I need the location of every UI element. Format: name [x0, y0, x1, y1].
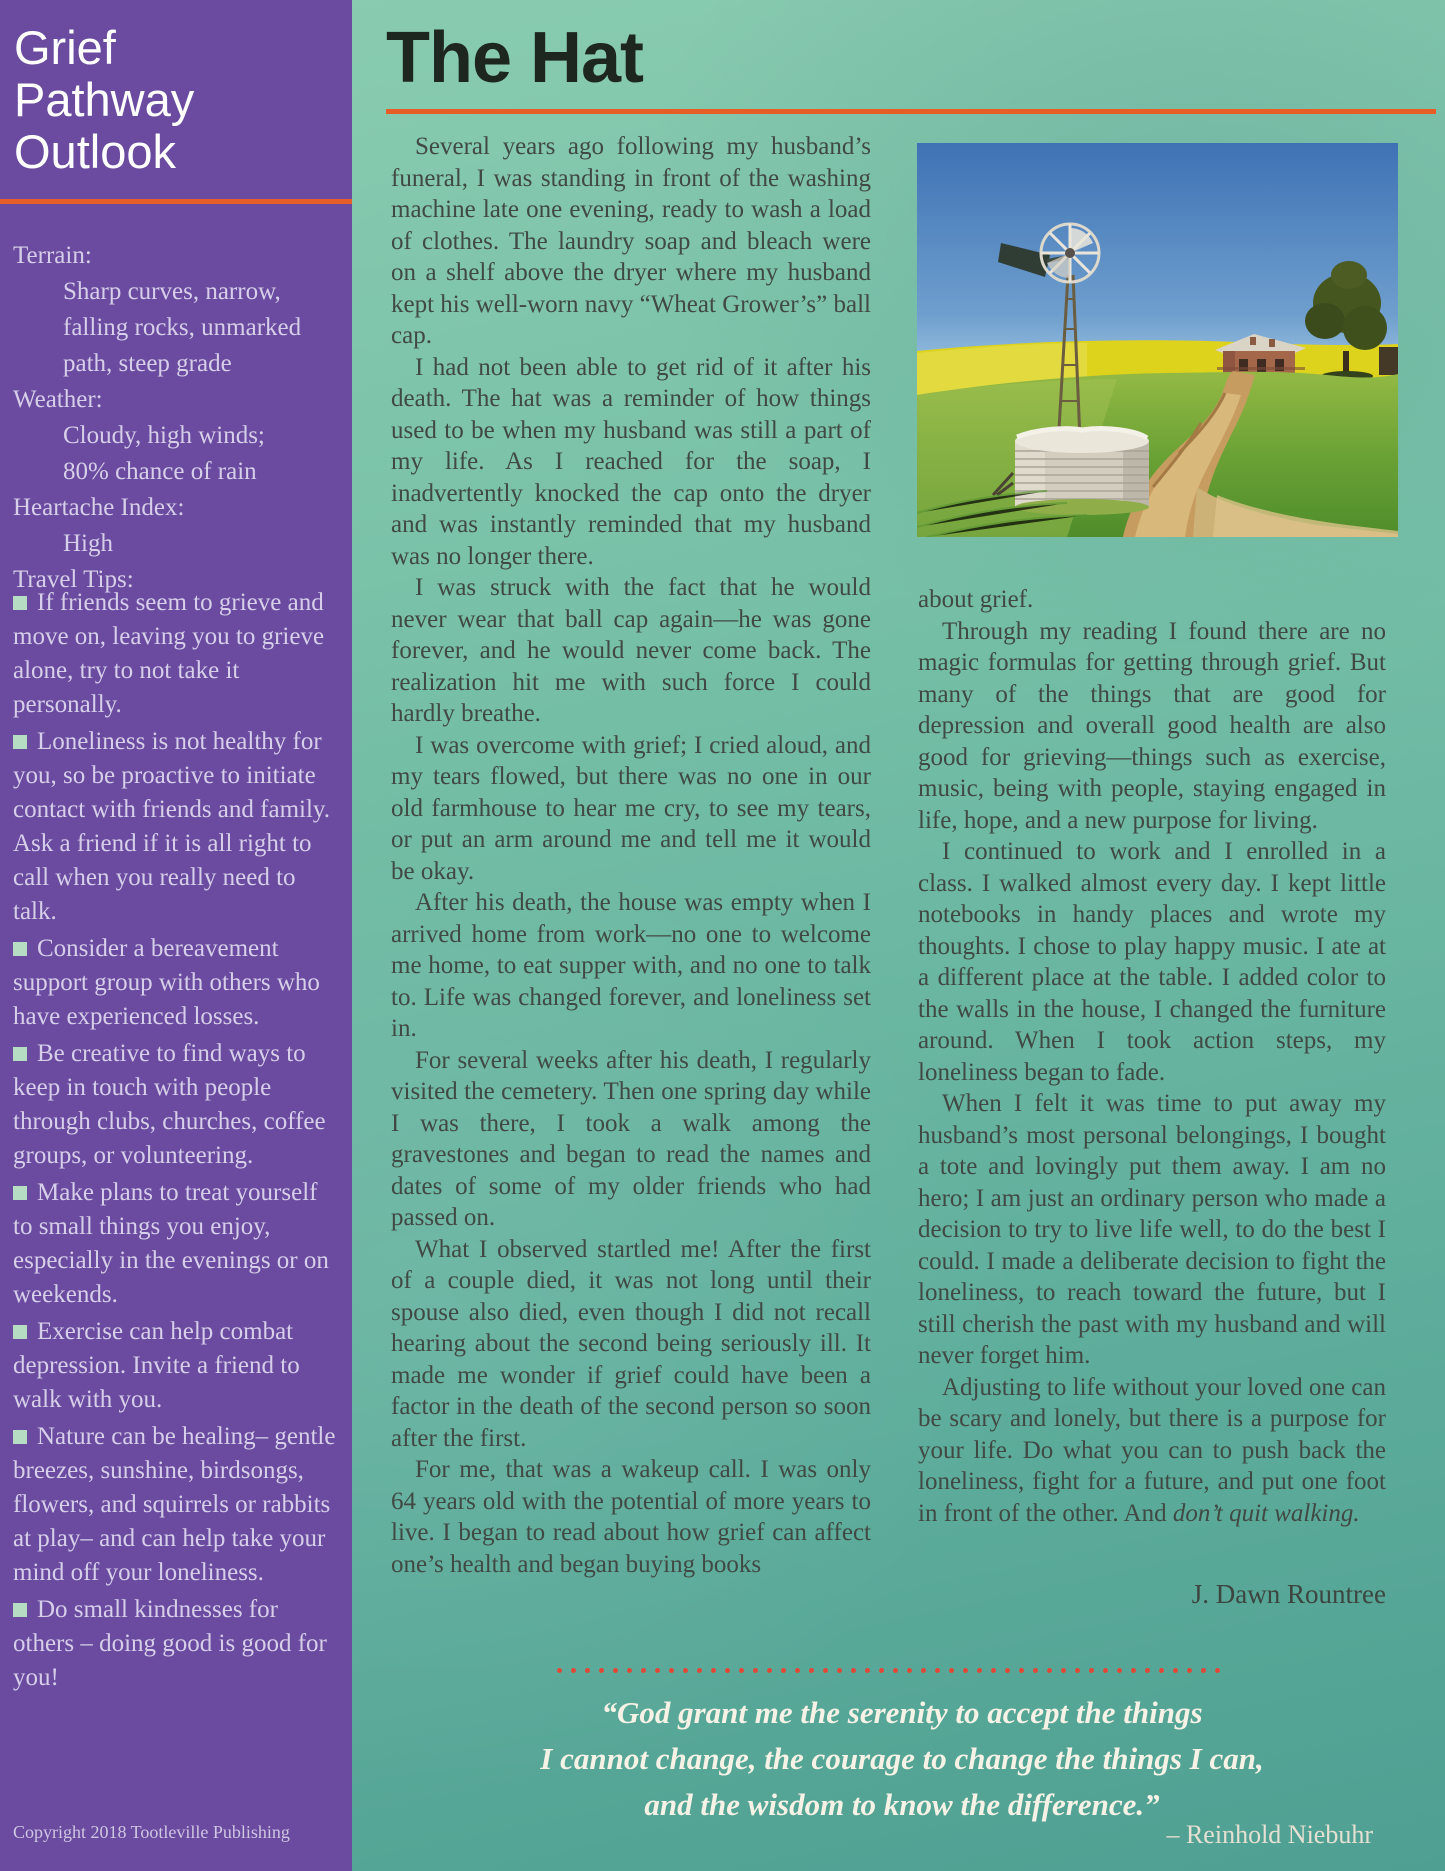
dot [1173, 1668, 1178, 1673]
dot [571, 1668, 576, 1673]
condition-label: Heartache Index: [13, 494, 185, 521]
quote-line: and the wisdom to know the difference.” [644, 1787, 1160, 1822]
dot [697, 1668, 702, 1673]
dot [585, 1668, 590, 1673]
dot [767, 1668, 772, 1673]
travel-tip: Exercise can help combat depression. Invite a friend to walk with you. [13, 1318, 300, 1413]
dot [893, 1668, 898, 1673]
paragraph: I had not been able to get rid of it after his death. The hat was a reminder of how things used to be when my husband was still a part of my life. As I reached for the soap, I inadvertently knocked the cap onto the dryer and was instantly reminded that my husband was no longer there. [391, 353, 871, 570]
dot [977, 1668, 982, 1673]
condition-label: Travel Tips: [13, 566, 134, 593]
dot [921, 1668, 926, 1673]
condition-value: Cloudy, high winds; [63, 422, 265, 449]
dot [655, 1668, 660, 1673]
sidebar-title-line: Grief [14, 21, 116, 74]
dot [613, 1668, 618, 1673]
condition-value: falling rocks, unmarked [63, 314, 302, 341]
quote-line: I cannot change, the courage to change the things I can, [540, 1741, 1264, 1776]
quote-attribution: – Reinhold Niebuhr [1166, 1820, 1373, 1849]
dot [711, 1668, 716, 1673]
dot [781, 1668, 786, 1673]
quote-line: “God grant me the serenity to accept the things [601, 1695, 1203, 1730]
dot [963, 1668, 968, 1673]
dot [851, 1668, 856, 1673]
dot [1047, 1668, 1052, 1673]
condition-value: path, steep grade [63, 350, 232, 377]
dot [1187, 1668, 1192, 1673]
serenity-prayer-quote [412, 1690, 1392, 1828]
paragraph: For several weeks after his death, I regularly visited the cemetery. Then one spring day while I was there, I took a walk among the gravestones and began to read the names and dates of some of my older friends who had passed on. [391, 1046, 871, 1231]
farm-windmill-photo [917, 143, 1398, 537]
bullet-square-icon [13, 1603, 27, 1617]
paragraph: What I observed startled me! After the first of a couple died, it was not long until their spouse also died, even though I did not recall hearing about the second being seriously ill. It made me wonder if grief could have been a factor in the death of the second person so soon after the first. [391, 1235, 871, 1452]
dot [1159, 1668, 1164, 1673]
dot [823, 1668, 828, 1673]
bullet-square-icon [13, 1047, 27, 1061]
dot [935, 1668, 940, 1673]
bullet-square-icon [13, 596, 27, 610]
dot [557, 1668, 562, 1673]
condition-label: Weather: [13, 386, 103, 413]
dot [641, 1668, 646, 1673]
dot [1033, 1668, 1038, 1673]
title-divider [386, 109, 1436, 114]
dot [1005, 1668, 1010, 1673]
dot [669, 1668, 674, 1673]
travel-tip: Loneliness is not healthy for you, so be proactive to initiate contact with friends and family. Ask a friend if it is all right to call when you really need to talk. [13, 728, 331, 925]
paragraph: Through my reading I found there are no magic formulas for getting through grief. But many of the things that are good for depression and overall good health are also good for grieving—things such as exercise, music, being with people, staying engaged in life, hope, and a new purpose for living. [918, 617, 1386, 834]
bullet-square-icon [13, 1325, 27, 1339]
sidebar-divider [0, 199, 352, 204]
travel-tip: Do small kindnesses for others – doing good is good for you! [13, 1596, 327, 1691]
dot [599, 1668, 604, 1673]
article-left-column [391, 131, 871, 1580]
paragraph: I was overcome with grief; I cried aloud, and my tears flowed, but there was no one in our old farmhouse to hear me cry, to see my tears, or put an arm around me and tell me it would be okay. [391, 731, 871, 885]
condition-label: Terrain: [13, 242, 92, 269]
sidebar-conditions [13, 238, 343, 598]
condition-value: High [63, 530, 113, 557]
paragraph: I continued to work and I enrolled in a class. I walked almost every day. I kept little notebooks in handy places and wrote my thoughts. I chose to play happy music. I ate at a different place at the table. I added color to the walls in the house, I changed the furniture around. When I took action steps, my loneliness began to fade. [918, 838, 1386, 1086]
dotted-separator [557, 1668, 1237, 1673]
paragraph: Several years ago following my husband’s funeral, I was standing in front of the washing machine late one evening, ready to wash a load of clothes. The laundry soap and bleach were on a shelf above the dryer where my husband kept his well-worn navy “Wheat Grower’s” ball cap. [391, 133, 871, 349]
dot [1061, 1668, 1066, 1673]
dot [627, 1668, 632, 1673]
sidebar-title [14, 22, 194, 178]
copyright-notice: Copyright 2018 Tootleville Publishing [13, 1822, 290, 1842]
dot [1089, 1668, 1094, 1673]
sidebar-travel-tips [13, 586, 341, 1698]
dot [837, 1668, 842, 1673]
dot [949, 1668, 954, 1673]
water-tank [993, 429, 1149, 515]
travel-tip: Nature can be healing– gentle breezes, sunshine, birdsongs, flowers, and squirrels or rabbits at play– and can help take your mind off your loneliness. [13, 1423, 336, 1586]
condition-value: 80% chance of rain [63, 458, 257, 485]
article-title: The Hat [386, 18, 644, 98]
dot [865, 1668, 870, 1673]
article-right-column [918, 584, 1386, 1611]
travel-tip: Be creative to find ways to keep in touch with people through clubs, churches, coffee groups, or volunteering. [13, 1040, 326, 1169]
dot [1131, 1668, 1136, 1673]
dot [809, 1668, 814, 1673]
author-byline: J. Dawn Rountree [1191, 1579, 1386, 1609]
dot [1019, 1668, 1024, 1673]
paragraph: about grief. [918, 586, 1034, 613]
dot [1145, 1668, 1150, 1673]
condition-value: Sharp curves, narrow, [63, 278, 281, 305]
dot [1103, 1668, 1108, 1673]
paragraph: For me, that was a wakeup call. I was only 64 years old with the potential of more years to live. I began to read about how grief can affect one’s health and began buying books [391, 1456, 871, 1578]
dot [739, 1668, 744, 1673]
bullet-square-icon [13, 735, 27, 749]
dot [879, 1668, 884, 1673]
shed [1379, 347, 1398, 375]
dot [1201, 1668, 1206, 1673]
dot [1075, 1668, 1080, 1673]
travel-tip: Consider a bereavement support group with others who have experienced losses. [13, 935, 320, 1030]
paragraph: Adjusting to life without your loved one can be scary and lonely, but there is a purpose for your life. Do what you can to push back the loneliness, fight for a future, and put one foot in front of the other. And don’t quit walking. [918, 1373, 1386, 1527]
sidebar-title-line: Outlook [14, 125, 176, 178]
paragraph: I was struck with the fact that he would never wear that ball cap again—he was gone forever, and he would never come back. The realization hit me with such force I could hardly breathe. [391, 574, 871, 727]
travel-tip: If friends seem to grieve and move on, leaving you to grieve alone, try to not take it personally. [13, 589, 325, 718]
paragraph: After his death, the house was empty when I arrived home from work—no one to welcome me home, to eat supper with, and no one to talk to. Life was changed forever, and loneliness set in. [391, 889, 871, 1042]
dot [683, 1668, 688, 1673]
dot [753, 1668, 758, 1673]
bullet-square-icon [13, 1186, 27, 1200]
dot [725, 1668, 730, 1673]
bullet-square-icon [13, 1430, 27, 1444]
sidebar [0, 0, 352, 1871]
dot [795, 1668, 800, 1673]
paragraph: When I felt it was time to put away my husband’s most personal belongings, I bought a tote and lovingly put them away. I am no hero; I am just an ordinary person who made a decision to try to live life well, to do the best I could. I made a deliberate decision to fight the loneliness, to reach toward the future, but I still cherish the past with my husband and will never forget him. [918, 1090, 1386, 1369]
sidebar-title-line: Pathway [14, 73, 195, 126]
dot [1215, 1668, 1220, 1673]
bullet-square-icon [13, 942, 27, 956]
travel-tip: Make plans to treat yourself to small things you enjoy, especially in the evenings or on weekends. [13, 1179, 329, 1308]
dot [907, 1668, 912, 1673]
dot [991, 1668, 996, 1673]
dot [1117, 1668, 1122, 1673]
